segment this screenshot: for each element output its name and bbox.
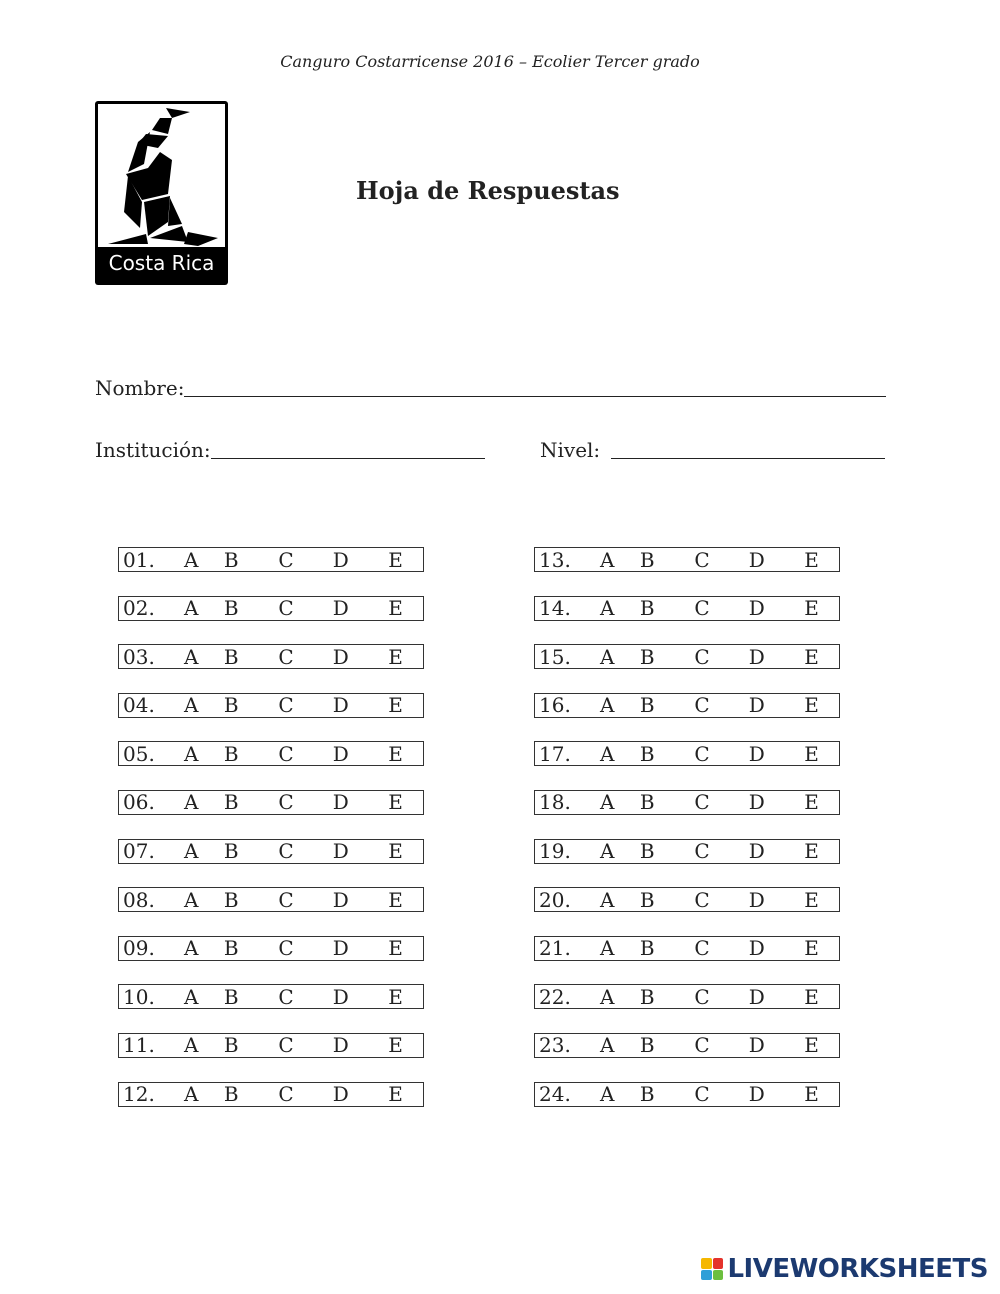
question-number: 21. (539, 936, 571, 961)
answer-option-b[interactable]: B (639, 936, 655, 961)
nombre-input-line[interactable] (184, 396, 886, 397)
institucion-field[interactable] (95, 438, 485, 462)
answer-option-a[interactable]: A (184, 887, 199, 912)
answer-option-d[interactable]: D (748, 741, 765, 766)
question-number: 13. (539, 547, 571, 572)
kangaroo-icon (98, 104, 225, 247)
answer-option-a[interactable]: A (184, 596, 199, 621)
answer-option-b[interactable]: B (223, 790, 239, 815)
answer-row (534, 644, 840, 669)
answer-option-c[interactable]: C (694, 644, 710, 669)
answer-option-d[interactable]: D (332, 887, 349, 912)
answer-row (118, 936, 424, 961)
answer-option-a[interactable]: A (600, 547, 615, 572)
answer-option-e[interactable]: E (804, 644, 819, 669)
answer-option-a[interactable]: A (600, 790, 615, 815)
answer-option-c[interactable]: C (694, 984, 710, 1009)
answer-option-d[interactable]: D (332, 741, 349, 766)
answer-option-a[interactable]: A (600, 596, 615, 621)
answer-option-e[interactable]: E (804, 887, 819, 912)
answer-option-a[interactable]: A (600, 936, 615, 961)
answer-row (118, 790, 424, 815)
answer-option-b[interactable]: B (223, 741, 239, 766)
question-number: 06. (123, 790, 155, 815)
answer-row (534, 936, 840, 961)
answer-option-a[interactable]: A (600, 693, 615, 718)
answer-option-e[interactable]: E (388, 887, 403, 912)
answer-row (534, 741, 840, 766)
answer-option-e[interactable]: E (388, 984, 403, 1009)
answer-option-b[interactable]: B (223, 984, 239, 1009)
question-number: 10. (123, 984, 155, 1009)
liveworksheets-brand (701, 1254, 988, 1284)
question-number: 12. (123, 1082, 155, 1107)
answer-option-e[interactable]: E (388, 839, 403, 864)
answer-option-c[interactable]: C (694, 596, 710, 621)
answer-option-d[interactable]: D (332, 790, 349, 815)
answer-option-a[interactable]: A (600, 741, 615, 766)
question-number: 22. (539, 984, 571, 1009)
question-number: 24. (539, 1082, 571, 1107)
costa-rica-kangaroo-logo (95, 101, 228, 285)
answer-option-d[interactable]: D (748, 936, 765, 961)
answer-option-c[interactable]: C (694, 693, 710, 718)
answer-row (534, 1082, 840, 1107)
answer-option-a[interactable]: A (600, 887, 615, 912)
nivel-field[interactable] (540, 438, 885, 462)
answer-option-a[interactable]: A (184, 547, 199, 572)
answer-option-c[interactable]: C (278, 1033, 294, 1058)
page-title: Hoja de Respuestas (356, 176, 620, 205)
answer-option-c[interactable]: C (694, 1082, 710, 1107)
answer-option-c[interactable]: C (278, 936, 294, 961)
answer-option-e[interactable]: E (388, 596, 403, 621)
answer-option-b[interactable]: B (639, 741, 655, 766)
answer-option-e[interactable]: E (804, 1033, 819, 1058)
question-number: 09. (123, 936, 155, 961)
answer-option-e[interactable]: E (388, 741, 403, 766)
answer-option-b[interactable]: B (223, 596, 239, 621)
question-number: 04. (123, 693, 155, 718)
nivel-label: Nivel: (540, 438, 601, 462)
answer-row (534, 1033, 840, 1058)
question-number: 15. (539, 644, 571, 669)
answer-row (118, 1033, 424, 1058)
answer-option-a[interactable]: A (184, 1033, 199, 1058)
page-header: Canguro Costarricense 2016 – Ecolier Tercer grado (280, 52, 700, 71)
answer-option-b[interactable]: B (639, 547, 655, 572)
institucion-input-line[interactable] (211, 458, 485, 459)
answer-option-d[interactable]: D (748, 1033, 765, 1058)
answer-option-a[interactable]: A (600, 1082, 615, 1107)
answer-option-c[interactable]: C (278, 693, 294, 718)
answer-row (118, 839, 424, 864)
answer-option-b[interactable]: B (223, 644, 239, 669)
answer-row (534, 596, 840, 621)
answer-option-e[interactable]: E (804, 741, 819, 766)
answer-option-c[interactable]: C (278, 984, 294, 1009)
answer-option-c[interactable]: C (278, 644, 294, 669)
question-number: 16. (539, 693, 571, 718)
answer-option-b[interactable]: B (639, 596, 655, 621)
answer-option-a[interactable]: A (184, 790, 199, 815)
answer-option-e[interactable]: E (388, 547, 403, 572)
question-number: 20. (539, 887, 571, 912)
question-number: 17. (539, 741, 571, 766)
answer-row (534, 790, 840, 815)
answer-option-a[interactable]: A (184, 984, 199, 1009)
question-number: 08. (123, 887, 155, 912)
answer-row (534, 887, 840, 912)
answer-option-a[interactable]: A (184, 644, 199, 669)
question-number: 01. (123, 547, 155, 572)
answer-row (118, 644, 424, 669)
answer-option-d[interactable]: D (748, 887, 765, 912)
answer-option-c[interactable]: C (694, 936, 710, 961)
answer-option-e[interactable]: E (388, 1082, 403, 1107)
answer-option-c[interactable]: C (694, 547, 710, 572)
answer-option-e[interactable]: E (388, 790, 403, 815)
institucion-label: Institución: (95, 438, 211, 462)
answer-option-b[interactable]: B (639, 693, 655, 718)
nombre-field[interactable] (95, 376, 886, 400)
answer-option-c[interactable]: C (278, 741, 294, 766)
answer-option-d[interactable]: D (748, 1082, 765, 1107)
answer-option-c[interactable]: C (694, 741, 710, 766)
answer-option-e[interactable]: E (804, 1082, 819, 1107)
answer-option-c[interactable]: C (694, 839, 710, 864)
question-number: 03. (123, 644, 155, 669)
answer-option-d[interactable]: D (332, 693, 349, 718)
answer-option-e[interactable]: E (804, 596, 819, 621)
answer-option-d[interactable]: D (748, 547, 765, 572)
answer-option-b[interactable]: B (223, 1033, 239, 1058)
answer-option-d[interactable]: D (332, 1033, 349, 1058)
answer-option-b[interactable]: B (223, 693, 239, 718)
answer-option-d[interactable]: D (748, 984, 765, 1009)
question-number: 02. (123, 596, 155, 621)
answer-option-d[interactable]: D (748, 596, 765, 621)
answer-option-d[interactable]: D (332, 644, 349, 669)
answer-option-c[interactable]: C (278, 596, 294, 621)
answer-option-d[interactable]: D (332, 547, 349, 572)
question-number: 19. (539, 839, 571, 864)
answer-row (534, 693, 840, 718)
answer-option-b[interactable]: B (223, 839, 239, 864)
answer-option-a[interactable]: A (184, 741, 199, 766)
answer-row (118, 984, 424, 1009)
answer-row (118, 887, 424, 912)
answer-row (118, 1082, 424, 1107)
nivel-input-line[interactable] (611, 458, 885, 459)
answer-option-e[interactable]: E (388, 693, 403, 718)
question-number: 23. (539, 1033, 571, 1058)
answer-option-b[interactable]: B (639, 887, 655, 912)
answer-option-b[interactable]: B (639, 644, 655, 669)
answer-option-c[interactable]: C (694, 790, 710, 815)
answer-option-a[interactable]: A (184, 693, 199, 718)
answer-option-d[interactable]: D (332, 1082, 349, 1107)
answer-option-b[interactable]: B (223, 936, 239, 961)
answer-option-a[interactable]: A (184, 936, 199, 961)
answer-option-c[interactable]: C (694, 1033, 710, 1058)
liveworksheets-logo-icon (701, 1258, 723, 1280)
answer-row (534, 839, 840, 864)
question-number: 11. (123, 1033, 155, 1058)
answer-option-d[interactable]: D (332, 936, 349, 961)
answer-option-b[interactable]: B (223, 547, 239, 572)
answer-option-e[interactable]: E (804, 936, 819, 961)
answer-option-d[interactable]: D (332, 596, 349, 621)
answer-option-b[interactable]: B (223, 887, 239, 912)
answer-option-e[interactable]: E (804, 839, 819, 864)
logo-text: Costa Rica (108, 251, 215, 275)
brand-text: LIVEWORKSHEETS (727, 1254, 988, 1284)
answer-option-d[interactable]: D (748, 693, 765, 718)
answer-option-d[interactable]: D (332, 839, 349, 864)
answer-row (118, 741, 424, 766)
answer-column-right (534, 547, 840, 1130)
answer-option-d[interactable]: D (748, 839, 765, 864)
answer-option-b[interactable]: B (639, 984, 655, 1009)
answer-option-a[interactable]: A (184, 839, 199, 864)
answer-option-e[interactable]: E (804, 547, 819, 572)
answer-option-e[interactable]: E (804, 693, 819, 718)
answer-option-b[interactable]: B (639, 1033, 655, 1058)
question-number: 07. (123, 839, 155, 864)
answer-option-b[interactable]: B (639, 1082, 655, 1107)
answer-option-e[interactable]: E (804, 984, 819, 1009)
answer-option-a[interactable]: A (600, 1033, 615, 1058)
answer-option-b[interactable]: B (639, 839, 655, 864)
question-number: 14. (539, 596, 571, 621)
answer-option-b[interactable]: B (639, 790, 655, 815)
answer-row (534, 547, 840, 572)
answer-option-e[interactable]: E (804, 790, 819, 815)
answer-option-e[interactable]: E (388, 644, 403, 669)
answer-option-c[interactable]: C (278, 839, 294, 864)
answer-row (534, 984, 840, 1009)
nombre-label: Nombre: (95, 376, 185, 400)
answer-column-left (118, 547, 424, 1130)
answer-option-e[interactable]: E (388, 1033, 403, 1058)
answer-option-c[interactable]: C (278, 887, 294, 912)
answer-option-e[interactable]: E (388, 936, 403, 961)
answer-option-a[interactable]: A (600, 644, 615, 669)
answer-option-c[interactable]: C (694, 887, 710, 912)
answer-option-b[interactable]: B (223, 1082, 239, 1107)
answer-option-c[interactable]: C (278, 547, 294, 572)
answer-option-a[interactable]: A (600, 984, 615, 1009)
question-number: 18. (539, 790, 571, 815)
answer-row (118, 693, 424, 718)
answer-row (118, 596, 424, 621)
answer-option-d[interactable]: D (332, 984, 349, 1009)
answer-option-a[interactable]: A (184, 1082, 199, 1107)
answer-option-c[interactable]: C (278, 790, 294, 815)
answer-option-c[interactable]: C (278, 1082, 294, 1107)
question-number: 05. (123, 741, 155, 766)
answer-option-d[interactable]: D (748, 644, 765, 669)
answer-option-d[interactable]: D (748, 790, 765, 815)
answer-row (118, 547, 424, 572)
answer-option-a[interactable]: A (600, 839, 615, 864)
